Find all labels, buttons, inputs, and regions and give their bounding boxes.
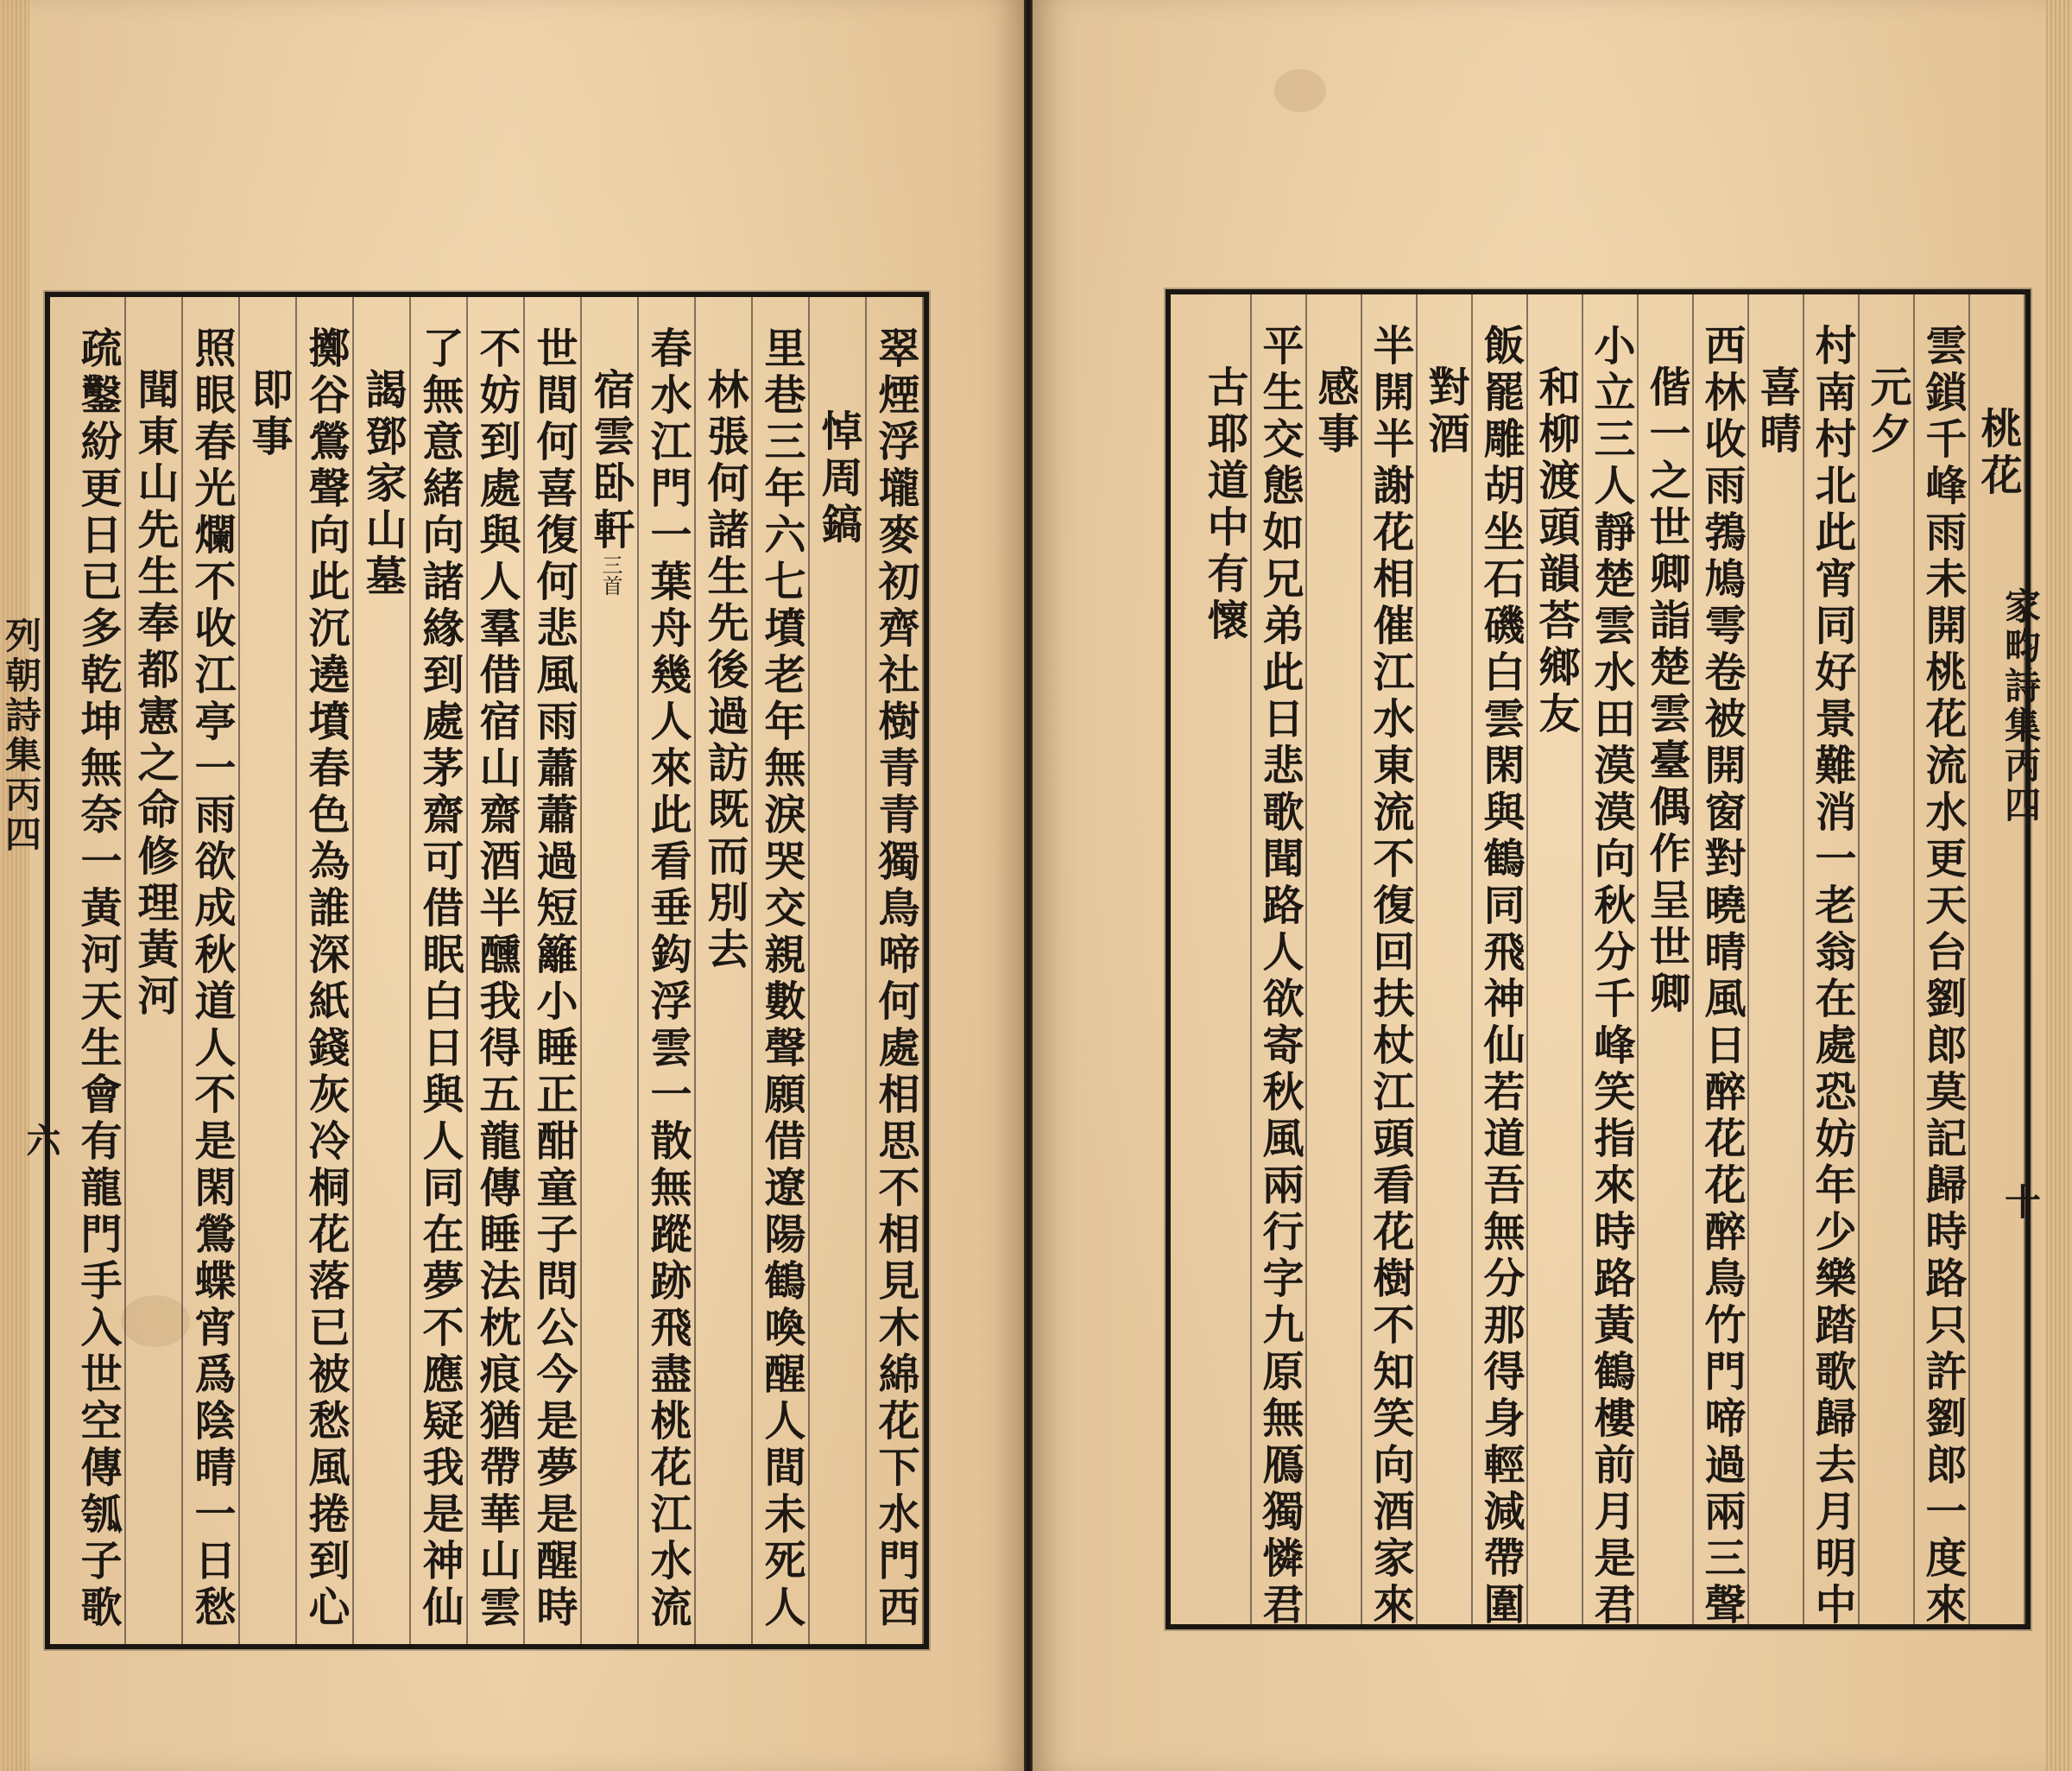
column-rule: [1637, 294, 1639, 1624]
column-text: 西林收雨鵓鳩雩卷被開窗對曉晴風日醉花花醉鳥竹門啼過兩三聲: [1697, 324, 1746, 1629]
right-text-frame: [1166, 289, 2031, 1629]
column-text: 雲鎖千峰雨未開桃花流水更天台劉郎莫記歸時路只許劉郎一度來: [1918, 324, 1967, 1629]
column-text: 小立三人靜楚雲水田漠漠向秋分千峰笑指來時路黃鶴樓前月是君: [1587, 324, 1635, 1629]
column-rule: [1747, 294, 1749, 1624]
column-rule: [523, 297, 525, 1644]
column-text: 喜晴: [1753, 365, 1801, 459]
column-text: 即事: [244, 368, 293, 461]
poem-title: [587, 368, 634, 596]
column-rule: [124, 297, 126, 1644]
poem-line: [74, 326, 121, 1632]
column-text: 感事: [1311, 365, 1359, 459]
column-text: 不妨到處與人羣借宿山齋酒半醺我得五龍傳睡法枕痕猶帶華山雲: [472, 326, 521, 1632]
column-text: 了無意緒向諸緣到處茅齋可借眠白日與人同在夢不應疑我是神仙: [415, 326, 464, 1632]
column-rule: [295, 297, 297, 1644]
poem-line: [1809, 324, 1855, 1629]
poem-title: [131, 368, 178, 1021]
poem-line: [1588, 324, 1634, 1629]
column-rule: [1416, 294, 1418, 1624]
column-rule: [1968, 294, 1970, 1624]
column-rule: [751, 297, 753, 1644]
poem-title: [1422, 365, 1469, 459]
column-rule: [922, 297, 924, 1644]
right-page: [1033, 0, 2072, 1771]
column-text: 翠煙浮壠麥初齊社樹青青獨鳥啼何處相思不相見木綿花下水門西: [871, 326, 919, 1632]
poem-line: [1256, 324, 1303, 1629]
column-rule: [808, 297, 810, 1644]
poem-line: [1698, 324, 1745, 1629]
poem-line: [644, 326, 691, 1632]
column-text: 桃花: [1974, 407, 2022, 500]
column-rule: [1471, 294, 1473, 1624]
poem-title: [359, 368, 406, 601]
left-folio-number: 六: [21, 1123, 61, 1161]
poem-line: [1919, 324, 1966, 1629]
left-margin-title: 列朝詩集丙四: [0, 617, 42, 855]
column-text: 古耶道中有懷: [1200, 365, 1248, 645]
right-margin-title: 家畇詩集丙四: [1999, 587, 2042, 825]
column-rule: [1913, 294, 1915, 1624]
poem-line: [302, 326, 349, 1632]
poem-title: [1864, 365, 1911, 459]
poem-title: [1311, 365, 1358, 459]
small-note: 三首: [598, 554, 622, 596]
paper-stain: [1274, 69, 1326, 112]
poem-title: [1974, 407, 2021, 500]
column-rule: [637, 297, 639, 1644]
column-text: 照眼春光爛不收江亭一雨欲成秋道人不是閑鶯蝶宵爲陰晴一日愁: [187, 326, 236, 1632]
column-text: 平生交態如兄弟此日悲歌聞路人欲寄秋風兩行字九原無鴈獨憐君: [1255, 324, 1304, 1629]
poem-line: [1477, 324, 1524, 1629]
poem-title: [1201, 365, 1248, 645]
poem-line: [1367, 324, 1413, 1629]
column-text: 疏鑿紛更日已多乾坤無奈一黃河天生會有龍門手入世空傳瓠子歌: [73, 326, 122, 1632]
column-text: 宿雲卧軒: [586, 368, 635, 554]
poem-title: [245, 368, 292, 461]
poem-title: [1753, 365, 1800, 459]
poem-title: [1532, 365, 1579, 738]
column-text: 擲谷鶯聲向此沉遶墳春色為誰深紙錢灰冷桐花落已被愁風捲到心: [301, 326, 350, 1632]
poem-title: [701, 368, 748, 974]
poem-title: [1643, 365, 1690, 1018]
column-text: 春水江門一葉舟幾人來此看垂鈎浮雲一散無蹤跡飛盡桃花江水流: [643, 326, 692, 1632]
column-rule: [694, 297, 696, 1644]
column-text: 世間何喜復何悲風雨蕭蕭過短籬小睡正酣童子問公今是夢是醒時: [529, 326, 578, 1632]
column-rule: [1526, 294, 1528, 1624]
poem-line: [416, 326, 463, 1632]
poem-line: [758, 326, 805, 1632]
poem-line: [872, 326, 919, 1632]
column-rule: [1582, 294, 1583, 1624]
column-rule: [1250, 294, 1252, 1624]
column-text: 對酒: [1421, 365, 1469, 459]
column-rule: [238, 297, 240, 1644]
column-text: 村南村北此宵同好景難消一老翁在處恐妨年少樂踏歌歸去月明中: [1808, 324, 1856, 1629]
column-rule: [181, 297, 183, 1644]
column-text: 謁鄧家山墓: [358, 368, 407, 601]
column-rule: [1692, 294, 1694, 1624]
poem-line: [530, 326, 577, 1632]
poem-line: [188, 326, 235, 1632]
column-rule: [580, 297, 582, 1644]
column-rule: [2024, 294, 2025, 1624]
right-folio-number: 十: [1999, 1183, 2042, 1223]
column-text: 聞東山先生奉都憲之命修理黃河: [130, 368, 179, 1021]
left-page: [0, 0, 1024, 1771]
column-text: 偕一之世卿詣楚雲臺偶作呈世卿: [1642, 365, 1690, 1018]
column-text: 和柳渡頭韻荅鄉友: [1532, 365, 1580, 738]
column-text: 里巷三年六七墳老年無淚哭交親數聲願借遼陽鶴喚醒人間未死人: [757, 326, 805, 1632]
page-edge: [2046, 0, 2072, 1771]
column-rule: [1361, 294, 1362, 1624]
poem-title: [815, 409, 862, 549]
column-text: 半開半謝花相催江水東流不復回扶杖江頭看花樹不知笑向酒家來: [1366, 324, 1414, 1629]
column-text: 元夕: [1863, 365, 1911, 459]
left-text-frame: [0, 292, 929, 1649]
column-rule: [1803, 294, 1804, 1624]
column-text: 悼周鎬: [814, 409, 862, 549]
column-rule: [352, 297, 354, 1644]
column-text: 林張何諸生先後過訪既而別去: [700, 368, 749, 974]
column-rule: [865, 297, 867, 1644]
column-rule: [1305, 294, 1307, 1624]
column-rule: [466, 297, 468, 1644]
column-text: 飯罷雕胡坐石磯白雲閑與鶴同飛神仙若道吾無分那得身輕減帶圍: [1476, 324, 1525, 1629]
book-gutter: [1024, 0, 1033, 1771]
column-rule: [1858, 294, 1860, 1624]
column-rule: [409, 297, 411, 1644]
poem-line: [473, 326, 520, 1632]
